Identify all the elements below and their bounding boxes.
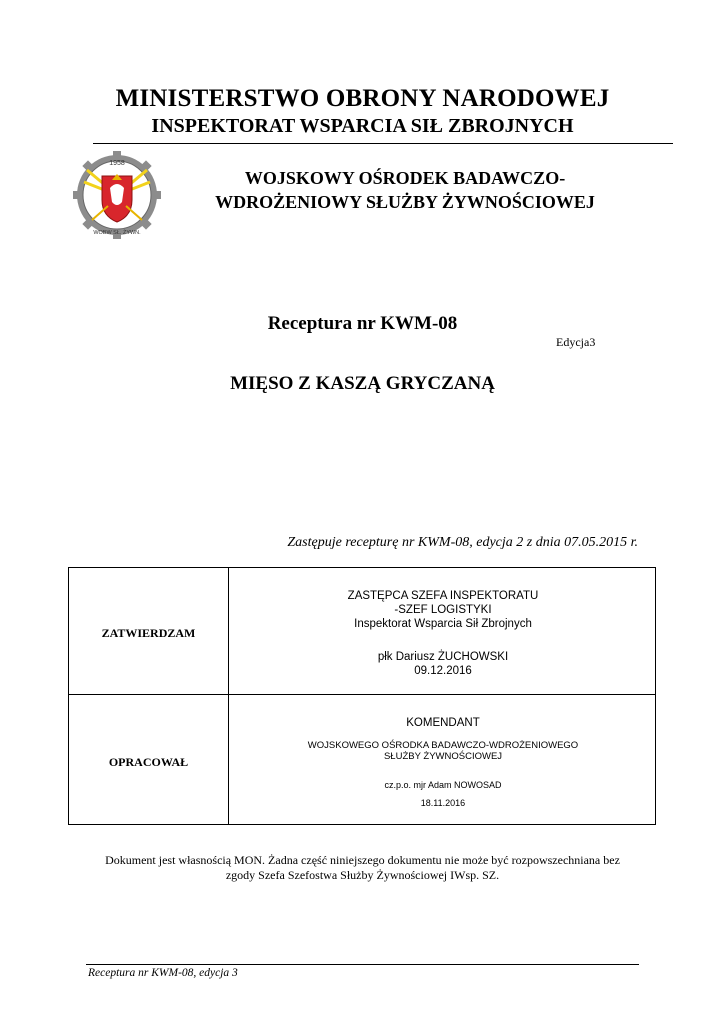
prepared-label: OPRACOWAŁ xyxy=(108,755,189,769)
ownership-notice-line1: Dokument jest własnością MON. Żadna część niniejszego dokumentu nie może być rozpowszechniana bez xyxy=(105,853,620,867)
preparer-name: cz.p.o. mjr Adam NOWOSAD xyxy=(384,780,502,790)
approval-table xyxy=(68,567,656,825)
preparer-title: KOMENDANT xyxy=(406,717,480,729)
approver-position-line: ZASTĘPCA SZEFA INSPEKTORATU xyxy=(347,590,539,602)
table-row-divider xyxy=(69,694,655,695)
approver-position-line: -SZEF LOGISTYKI xyxy=(394,604,492,616)
preparer-unit-line: SŁUŻBY ŻYWNOŚCIOWEJ xyxy=(383,751,503,762)
approver-position-line: Inspektorat Wsparcia Sił Zbrojnych xyxy=(354,618,532,630)
approved-label: ZATWIERDZAM xyxy=(101,626,196,640)
logo-caption: WOBW SŁ. ŻYWN. xyxy=(93,230,141,236)
approver-name: płk Dariusz ŻUCHOWSKI xyxy=(377,651,509,663)
logo-year: 1958 xyxy=(109,160,125,167)
ownership-notice-line2: zgody Szefa Szefostwa Służby Żywnościowej IWsp. SZ. xyxy=(225,868,500,882)
preparer-unit xyxy=(229,740,657,762)
institution-name-line1: WOJSKOWY OŚRODEK BADAWCZO- xyxy=(244,168,566,188)
inspectorate-title: INSPEKTORAT WSPARCIA SIŁ ZBROJNYCH xyxy=(151,115,574,137)
ownership-notice xyxy=(0,853,725,883)
preparation-date: 18.11.2016 xyxy=(420,798,466,808)
eagle-icon xyxy=(110,184,124,205)
preparer-unit-line: WOJSKOWEGO OŚRODKA BADAWCZO-WDROŻENIOWEGO xyxy=(307,740,579,751)
page-footer: Receptura nr KWM-08, edycja 3 xyxy=(88,967,238,979)
edition-label: Edycja3 xyxy=(556,335,596,349)
footer-divider xyxy=(86,964,639,965)
header-divider xyxy=(93,143,673,144)
institution-name-line2: WDROŻENIOWY SŁUŻBY ŻYWNOŚCIOWEJ xyxy=(215,192,595,212)
approval-date: 09.12.2016 xyxy=(414,665,472,677)
recipe-title: Receptura nr KWM-08 xyxy=(267,313,458,334)
approver-position xyxy=(229,589,657,631)
replaces-note: Zastępuje recepturę nr KWM-08, edycja 2 z dnia 07.05.2015 r. xyxy=(287,535,638,550)
ministry-title: MINISTERSTWO OBRONY NARODOWEJ xyxy=(115,85,610,112)
approver-signature xyxy=(229,650,657,678)
dish-name: MIĘSO Z KASZĄ GRYCZANĄ xyxy=(230,373,495,394)
institution-logo xyxy=(72,150,162,240)
